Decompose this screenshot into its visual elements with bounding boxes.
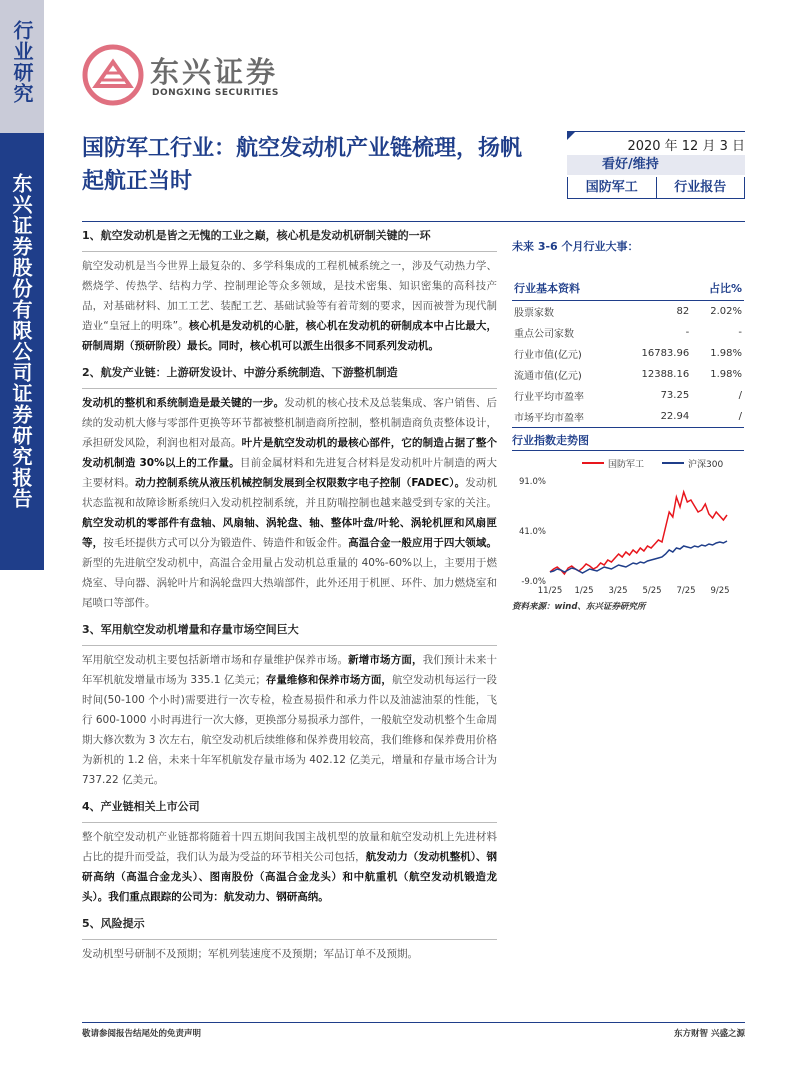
footer-disclaimer: 敬请参阅报告结尾处的免责声明 — [82, 1029, 202, 1039]
row-label: 股票家数 — [514, 308, 554, 319]
events-title: 未来 3-6 个月行业大事： — [512, 240, 639, 253]
sidebar-top-label: 行业研究 — [10, 20, 34, 104]
rating-label: 看好/维持 — [567, 155, 745, 175]
row-label: 流通市值(亿元) — [514, 371, 582, 382]
row-pct: / — [738, 390, 742, 401]
x-tick-label: 11/25 — [537, 586, 563, 596]
section-2-title: 2、航发产业链：上游研发设计、中游分系统制造、下游整机制造 — [82, 366, 398, 379]
legend-label: 沪深300 — [688, 460, 724, 470]
row-pct: 1.98% — [710, 369, 742, 380]
row-value: 16783.96 — [641, 348, 690, 359]
row-label: 重点公司家数 — [514, 329, 574, 340]
divider — [82, 645, 497, 646]
table-row — [512, 364, 744, 385]
report-tags — [567, 177, 745, 199]
series-line — [550, 492, 727, 574]
x-tick-label: 9/25 — [710, 586, 730, 596]
table-row — [512, 343, 744, 364]
y-tick-label: -9.0% — [521, 577, 546, 587]
table-row — [512, 406, 744, 428]
x-tick-label: 3/25 — [608, 586, 628, 596]
section-1-body: 航空发动机是当今世界上最复杂的、多学科集成的工程机械系统之一，涉及气动热力学、燃烧学、传热学、结构力学、控制理论等众多领域，是技术密集、知识密集的高科技产品，对基础材料、加工工艺、装配工艺、基础试验等有着苛刻的要求，因而被誉为现代制造业“皇冠上的明珠”。核心机是发动机的心脏，核心机在发动机的研制成本中占比最大，研制周期（预研阶段）最长。同时，核心机可以派生出很多不同系列发动机。 — [82, 260, 497, 352]
footer-slogan: 东方财智 兴盛之源 — [674, 1029, 745, 1039]
industry-basic-table — [512, 276, 744, 428]
section-5-body: 发动机型号研制不及预期；军机列装速度不及预期；军品订单不及预期。 — [82, 948, 418, 960]
section-3-body: 军用航空发动机主要包括新增市场和存量维护保养市场。新增市场方面，我们预计未来十年军机航发增量市场为 335.1 亿美元；存量维修和保养市场方面，航空发动机每运行一段时间(50-100 个小时)需要进行一次专检，检查易损件和承力件以及油滤油泵的性能，飞行 600-1000 小时再进行一次大修，更换部分易损承力部件，一般航空发动机整个生命周期大修次数为 3 次左右，航空发动机后续维修和保养费用较高，我们维修和保养费用价格为新机的 1.2 倍，未来十年军机航发存量市场为 402.12 亿美元，增量和存量市场合计为 737.22 亿美元。 — [82, 654, 498, 786]
y-tick-label: 41.0% — [518, 527, 546, 537]
tag-type: 行业报告 — [657, 177, 746, 199]
row-pct: - — [738, 327, 742, 338]
row-label: 行业平均市盈率 — [514, 392, 584, 403]
series-line — [550, 541, 727, 573]
report-title: 国防军工行业：航空发动机产业链梳理，扬帆起航正当时 — [82, 136, 523, 194]
row-value: 82 — [676, 306, 690, 317]
report-date — [567, 131, 745, 152]
section-4-body: 整个航空发动机产业链都将随着十四五期间我国主战机型的放量和航空发动机上先进材料占比的提升而受益，我们认为最为受益的环节相关公司包括，航发动力（发动机整机）、钢研高纳（高温合金龙头）、图南股份（高温合金龙头）和中航重机（航空发动机锻造龙头）。我们重点跟踪的公司为：航发动力、钢研高纳。 — [82, 831, 497, 903]
table-header — [512, 276, 744, 301]
tag-industry: 国防军工 — [567, 177, 657, 199]
x-tick-label: 7/25 — [676, 586, 696, 596]
section-3-title: 3、军用航空发动机增量和存量市场空间巨大 — [82, 623, 299, 636]
table-header-empty — [617, 276, 691, 301]
row-pct: / — [691, 406, 744, 428]
rating-box — [567, 131, 745, 199]
row-value: 73.25 — [660, 390, 690, 401]
company-logo — [78, 40, 298, 110]
table-row — [512, 322, 744, 343]
sidebar-bottom — [0, 133, 44, 570]
right-column — [512, 238, 744, 428]
logo-en-text: DONGXING SECURITIES — [152, 88, 279, 98]
corner-triangle-icon — [567, 132, 575, 140]
row-label: 行业市值(亿元) — [514, 350, 582, 361]
chart-svg — [512, 451, 744, 601]
divider — [82, 251, 497, 252]
y-tick-label: 91.0% — [518, 477, 546, 487]
table-row — [512, 301, 744, 323]
row-label: 市场平均市盈率 — [512, 406, 617, 428]
index-chart — [512, 432, 744, 612]
table-row — [512, 385, 744, 406]
logo-mark-icon — [78, 40, 148, 110]
x-tick-label: 1/25 — [574, 586, 594, 596]
row-value: - — [685, 327, 690, 338]
sidebar-top — [0, 0, 44, 133]
section-5-title: 5、风险提示 — [82, 917, 145, 930]
legend-label: 国防军工 — [608, 460, 645, 470]
row-pct: 1.98% — [710, 348, 742, 359]
divider — [82, 939, 497, 940]
main-content — [82, 222, 497, 964]
footer-divider — [82, 1022, 745, 1023]
table-pct-header: 占比% — [691, 276, 744, 301]
row-pct: 2.02% — [710, 306, 742, 317]
logo-cn-text: 东兴证券 — [150, 55, 279, 89]
sidebar-bottom-label: 东兴证券股份有限公司证券研究报告 — [9, 173, 33, 509]
chart-source: 资料来源：wind、东兴证券研究所 — [512, 602, 646, 612]
section-1-title: 1、航空发动机是皆之无愧的工业之巅，核心机是发动机研制关键的一环 — [82, 229, 431, 242]
row-value: 12388.16 — [641, 369, 690, 380]
divider — [82, 822, 497, 823]
table-title: 行业基本资料 — [512, 276, 617, 301]
report-date-text: 2020 年 12 月 3 日 — [627, 139, 745, 154]
x-tick-label: 5/25 — [642, 586, 662, 596]
section-4-title: 4、产业链相关上市公司 — [82, 800, 200, 813]
row-value: 22.94 — [617, 406, 691, 428]
divider — [82, 388, 497, 389]
section-2-body: 发动机的整机和系统制造是最关键的一步。发动机的核心技术及总装集成、客户销售、后续的发动机大修与零部件更换等环节都被整机制造商所控制，整机制造商负责整体设计，承担研发风险，利润也相对最高。叶片是航空发动机的最核心部件，它的制造占据了整个发动机制造 30%以上的工作量。目前金属材料和先进复合材料是发动机叶片制造的两大主要材料。动力控制系统从液压机械控制发展到全权限数字电子控制（FADEC）。发动机状态监视和故障诊断系统归入发动机控制系统，并且防喘控制也越来越受到专家的关注。航空发动机的零部件有盘轴、风扇轴、涡轮盘、轴、整体叶盘/叶轮、涡轮机匣和风扇匣等，按毛坯提供方式可以分为锻造件、铸造件和钣金件。高温合金一般应用于四大领域。新型的先进航空发动机中，高温合金用量占发动机总重量的 40%-60%以上，主要用于燃烧室、导向器、涡轮叶片和涡轮盘四大热端部件，此外还用于机匣、环件、加力燃烧室和尾喷口等部件。 — [82, 397, 498, 609]
chart-title: 行业指数走势图 — [512, 432, 744, 451]
